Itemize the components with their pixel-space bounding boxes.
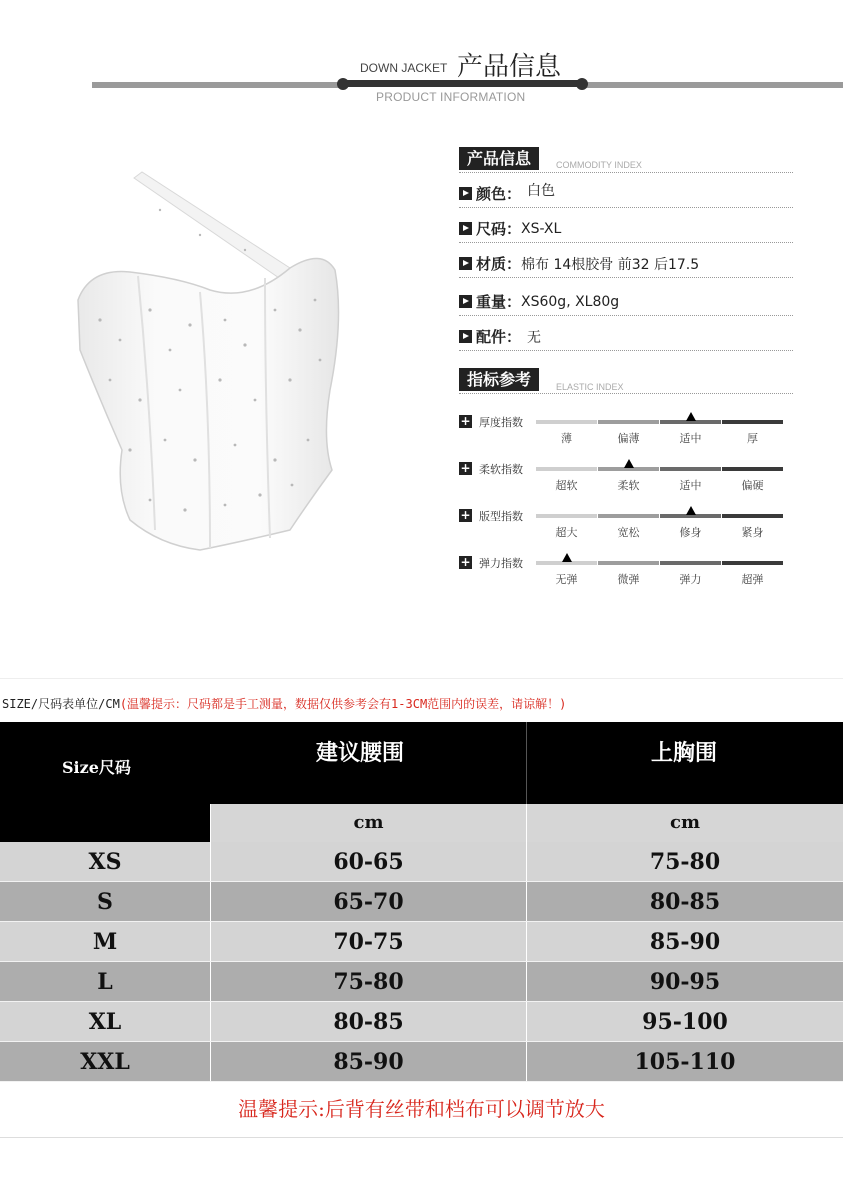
index-segment <box>722 467 783 471</box>
product-info-rule <box>459 172 793 173</box>
header-dot-left <box>337 78 349 90</box>
index-label: 柔软 <box>617 479 640 492</box>
header-subtitle: PRODUCT INFORMATION <box>376 90 526 104</box>
index-segment <box>598 420 659 424</box>
index-name: 柔软指数 <box>479 463 523 476</box>
unit-bust: cm <box>527 804 843 842</box>
info-key: 尺码： <box>476 220 522 238</box>
info-value: XS-XL <box>521 220 562 237</box>
arrow-icon <box>459 222 472 235</box>
unit-waist: cm <box>211 804 526 842</box>
plus-icon: + <box>460 508 471 522</box>
row-divider <box>526 1002 527 1042</box>
index-name: 版型指数 <box>479 510 523 523</box>
plus-icon: + <box>460 414 471 428</box>
footer-note: 温馨提示:后背有丝带和档布可以调节放大 <box>0 1080 843 1138</box>
index-row <box>459 509 789 549</box>
cell-waist: 60-65 <box>333 849 404 875</box>
info-row-color <box>459 180 793 208</box>
row-divider <box>210 882 211 922</box>
row-divider <box>210 842 211 882</box>
info-row-size <box>459 215 793 243</box>
size-table-note <box>0 678 843 722</box>
index-name: 厚度指数 <box>479 416 523 429</box>
index-segment <box>660 561 721 565</box>
index-name: 弹力指数 <box>479 557 523 570</box>
index-segment <box>722 420 783 424</box>
index-segment <box>722 561 783 565</box>
index-heading-en: ELASTIC INDEX <box>556 382 624 392</box>
index-label: 修身 <box>679 526 702 539</box>
cell-size: XS <box>88 849 122 875</box>
cell-size: XXL <box>80 1049 130 1075</box>
index-segment <box>598 514 659 518</box>
cell-waist: 80-85 <box>333 1009 404 1035</box>
cell-bust: 95-100 <box>642 1009 728 1035</box>
cell-bust: 80-85 <box>649 889 721 915</box>
product-info-heading-en: COMMODITY INDEX <box>556 160 642 170</box>
index-label: 紧身 <box>741 526 764 539</box>
info-value: 棉布 14根胶骨 前32 后17.5 <box>521 256 700 273</box>
index-label: 微弹 <box>617 573 640 586</box>
col-waist-header: 建议腰围 <box>316 741 405 766</box>
plus-icon: + <box>460 555 471 569</box>
col-size-header: Size尺码 <box>62 758 131 777</box>
info-key: 材质： <box>476 255 522 273</box>
index-marker-icon <box>686 506 696 515</box>
cell-size: S <box>97 889 113 915</box>
index-label: 无弹 <box>555 573 578 586</box>
unit-row <box>0 804 843 842</box>
cell-waist: 85-90 <box>333 1049 404 1075</box>
cell-size: L <box>97 969 113 995</box>
header-rule-right <box>583 82 843 88</box>
cell-bust: 105-110 <box>634 1049 736 1075</box>
arrow-icon <box>459 330 472 343</box>
table-row <box>0 1042 843 1082</box>
arrow-icon <box>459 187 472 200</box>
index-label: 适中 <box>679 479 702 492</box>
cell-size: XL <box>88 1009 122 1035</box>
index-heading: 指标参考 <box>459 368 539 391</box>
index-label: 超弹 <box>741 573 764 586</box>
index-label: 超大 <box>555 526 578 539</box>
plus-icon: + <box>460 461 471 475</box>
info-key: 颜色： <box>476 185 522 203</box>
index-label: 适中 <box>679 432 702 445</box>
cell-bust: 85-90 <box>649 929 721 955</box>
size-note-prefix: SIZE/尺码表单位/CM <box>2 697 120 711</box>
index-rule <box>459 393 793 394</box>
index-segment <box>536 467 597 471</box>
index-segment <box>536 514 597 518</box>
info-row-material <box>459 250 793 278</box>
index-segment <box>722 514 783 518</box>
row-divider <box>210 1002 211 1042</box>
header-rule-left <box>92 82 342 88</box>
arrow-icon <box>459 295 472 308</box>
info-row-weight <box>459 288 793 316</box>
row-divider <box>210 922 211 962</box>
size-note-line <box>2 695 566 712</box>
col-bust-header: 上胸围 <box>651 741 718 766</box>
info-value: XS60g, XL80g <box>521 293 620 310</box>
table-row <box>0 882 843 922</box>
index-segment <box>660 467 721 471</box>
cell-waist: 65-70 <box>333 889 404 915</box>
cell-bust: 90-95 <box>649 969 721 995</box>
index-label: 宽松 <box>617 526 640 539</box>
info-key: 配件： <box>476 328 522 346</box>
info-row-accessory <box>459 323 793 351</box>
index-marker-icon <box>686 412 696 421</box>
size-note-warning: (温馨提示：尺码都是手工测量，数据仅供参考会有1-3CM范围内的误差，请谅解！) <box>119 697 567 711</box>
index-row <box>459 462 789 502</box>
header-divider <box>526 722 527 804</box>
index-label: 超软 <box>555 479 578 492</box>
row-divider <box>210 962 211 1002</box>
index-label: 薄 <box>561 432 572 445</box>
info-value: 白色 <box>527 182 556 199</box>
product-photo <box>60 150 360 570</box>
index-row <box>459 415 789 455</box>
header-en-prefix: DOWN JACKET <box>360 61 448 75</box>
product-info-heading: 产品信息 <box>459 147 539 170</box>
cell-waist: 75-80 <box>333 969 404 995</box>
row-divider <box>526 1042 527 1082</box>
cell-bust: 75-80 <box>649 849 721 875</box>
info-value: 无 <box>527 329 542 346</box>
index-label: 厚 <box>747 432 758 445</box>
index-label: 偏薄 <box>617 432 640 445</box>
index-marker-icon <box>562 553 572 562</box>
info-key: 重量： <box>476 293 522 311</box>
header-title: 产品信息 <box>457 52 562 82</box>
index-segment <box>536 420 597 424</box>
row-divider <box>526 842 527 882</box>
cell-waist: 70-75 <box>333 929 404 955</box>
index-marker-icon <box>624 459 634 468</box>
table-row <box>0 922 843 962</box>
index-row <box>459 556 789 596</box>
table-row <box>0 1002 843 1042</box>
index-label: 弹力 <box>679 573 702 586</box>
row-divider <box>526 922 527 962</box>
header-dot-right <box>576 78 588 90</box>
arrow-icon <box>459 257 472 270</box>
table-row <box>0 842 843 882</box>
row-divider <box>526 882 527 922</box>
row-divider <box>526 962 527 1002</box>
index-segment <box>598 561 659 565</box>
index-label: 偏硬 <box>741 479 764 492</box>
row-divider <box>210 1042 211 1082</box>
table-row <box>0 962 843 1002</box>
unit-row-blank <box>0 804 210 842</box>
cell-size: M <box>92 929 118 955</box>
